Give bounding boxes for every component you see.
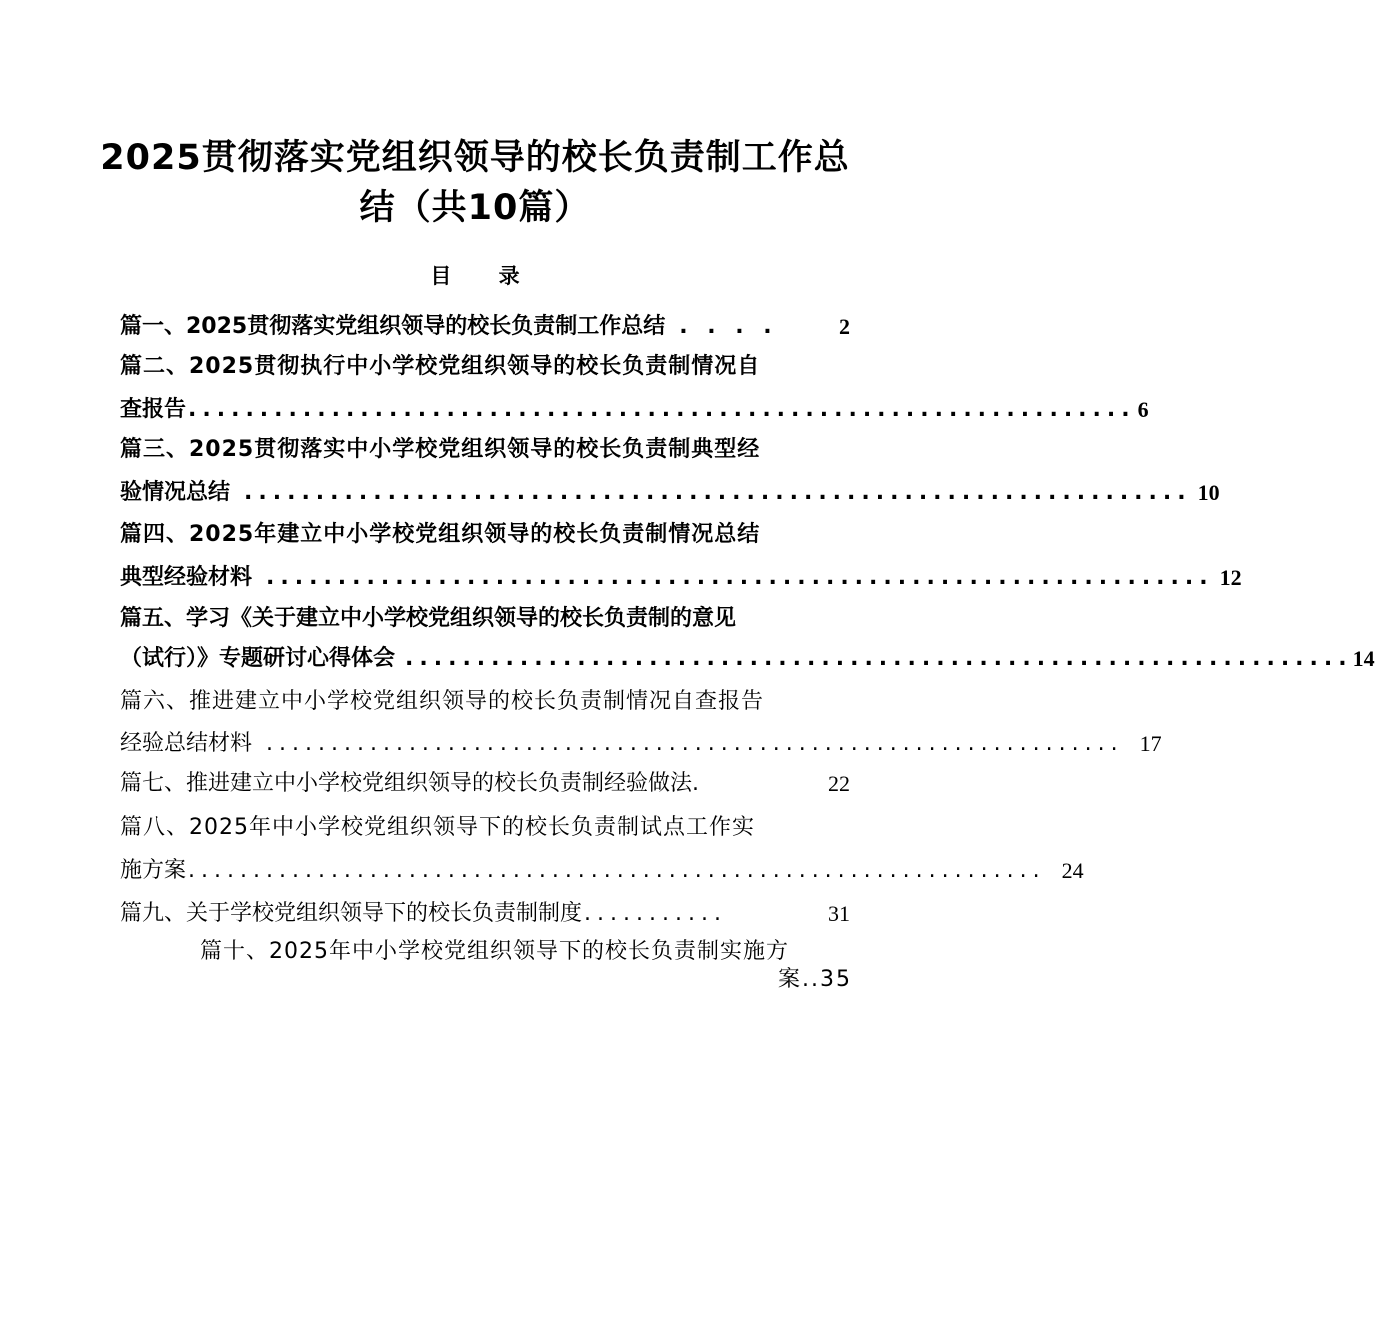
toc-entry-9[interactable]	[120, 892, 850, 928]
toc-entry-8-line-2[interactable]	[120, 849, 1084, 885]
dot-leader: ..................................................................	[266, 565, 1214, 590]
toc-entry-10-line-1[interactable]	[200, 938, 850, 966]
toc-entry-6-line-2[interactable]	[120, 722, 1162, 758]
dot-leader: ..	[802, 967, 820, 992]
toc-entry-6-text-cont: 经验总结材料	[120, 731, 253, 756]
document-title-line-2: 结（共10篇）	[359, 188, 591, 228]
dot-leader: ..................................................................	[188, 858, 1046, 883]
toc-entry-3-page: 10	[1197, 480, 1220, 505]
toc-entry-2-page: 6	[1137, 397, 1149, 422]
toc-entry-2-line-1[interactable]	[120, 345, 850, 381]
dot-leader: ..................................................................	[244, 480, 1192, 505]
toc-entry-3-text: 篇三、2025贯彻落实中小学校党组织领导的校长负责制典型经	[120, 437, 761, 462]
toc-entry-10-line-2[interactable]	[778, 966, 852, 994]
toc-entry-7[interactable]	[120, 762, 850, 798]
toc-entry-1-text: 篇一、2025贯彻落实党组织领导的校长负责制工作总结	[120, 314, 666, 339]
toc-entry-4-line-1[interactable]	[120, 513, 850, 549]
toc-entry-2-line-2[interactable]	[120, 388, 1149, 424]
toc-heading: 目 录	[430, 264, 540, 288]
toc-entry-1-page: 2	[839, 314, 850, 339]
toc-entry-6-line-1[interactable]	[120, 680, 850, 716]
toc-entry-5-text: 篇五、学习《关于建立中小学校党组织领导的校长负责制的意见	[120, 606, 737, 631]
toc-entry-7-text: 篇七、推进建立中小学校党组织领导的校长负责制经验做法	[120, 771, 693, 796]
toc-entry-5-text-cont: （试行）》专题研讨心得体会	[120, 646, 396, 671]
toc-entry-2-text: 篇二、2025贯彻执行中小学校党组织领导的校长负责制情况自	[120, 354, 761, 379]
dot-leader: . . . .	[679, 314, 778, 339]
dot-leader: ...........	[584, 901, 727, 926]
toc-entry-8-text-cont: 施方案	[120, 858, 187, 883]
toc-entry-1[interactable]	[120, 305, 850, 341]
toc-entry-3-text-cont: 验情况总结	[120, 480, 231, 505]
dot-leader: ..................................................................	[405, 646, 1353, 671]
toc-entry-4-line-2[interactable]	[120, 556, 1242, 592]
dot-leader: ..................................................................	[266, 731, 1124, 756]
toc-entry-4-text: 篇四、2025年建立中小学校党组织领导的校长负责制情况总结	[120, 522, 761, 547]
toc-entry-4-text-cont: 典型经验材料	[120, 565, 253, 590]
document-title-line-1: 2025贯彻落实党组织领导的校长负责制工作总	[100, 138, 850, 178]
toc-entry-8-text: 篇八、2025年中小学校党组织领导下的校长负责制试点工作实	[120, 815, 755, 840]
toc-entry-3-line-2[interactable]	[120, 471, 1220, 507]
toc-entry-10-text: 篇十、2025年中小学校党组织领导下的校长负责制实施方	[200, 939, 789, 964]
toc-entry-8-page: 24	[1061, 858, 1084, 883]
toc-entry-8-line-1[interactable]	[120, 806, 850, 842]
toc-entry-7-page: 22	[828, 771, 850, 796]
toc-entry-9-text: 篇九、关于学校党组织领导下的校长负责制制度	[120, 901, 583, 926]
toc-entry-5-line-2[interactable]	[120, 637, 1375, 673]
toc-entry-10-text-cont: 案	[777, 967, 802, 992]
toc-entry-3-line-1[interactable]	[120, 428, 850, 464]
toc-entry-9-page: 31	[828, 901, 850, 926]
toc-entry-4-page: 12	[1219, 565, 1242, 590]
toc-entry-10-page: 35	[820, 967, 852, 992]
toc-entry-5-line-1[interactable]	[120, 597, 850, 633]
dot-leader: .	[692, 771, 706, 796]
dot-leader: ..................................................................	[188, 397, 1136, 422]
toc-entry-6-page: 17	[1139, 731, 1162, 756]
toc-entry-6-text: 篇六、推进建立中小学校党组织领导的校长负责制情况自查报告	[120, 689, 765, 714]
toc-entry-2-text-cont: 查报告	[120, 397, 187, 422]
toc-entry-5-page: 14	[1352, 646, 1375, 671]
